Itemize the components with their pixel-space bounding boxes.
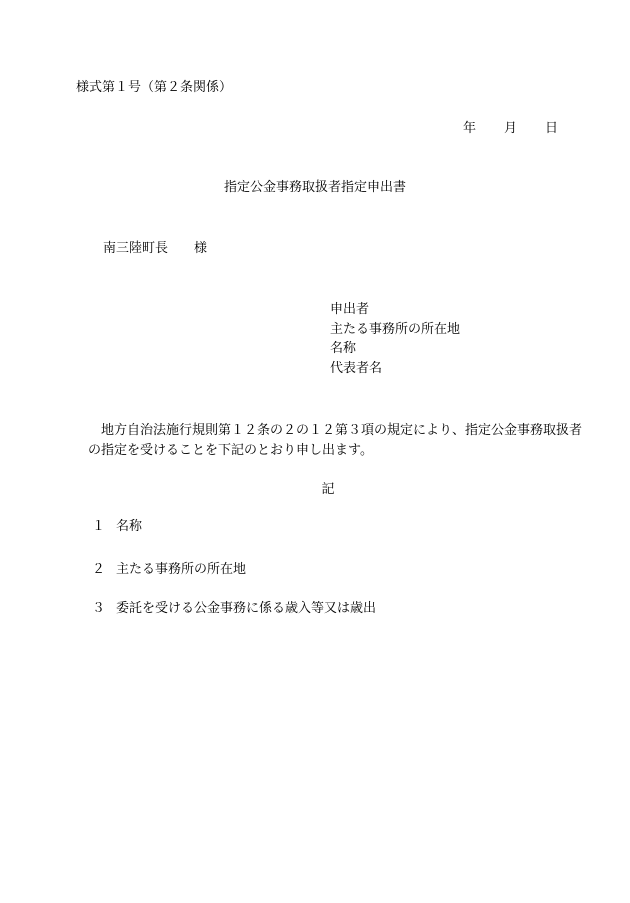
addressee-honorific: 様 [194, 241, 208, 256]
item-number: ３ [92, 601, 106, 616]
applicant-field-name: 名称 [330, 341, 357, 356]
date-line [463, 121, 558, 137]
item-label: 委託を受ける公金事務に係る歳入等又は歳出 [116, 601, 377, 616]
addressee [103, 241, 207, 257]
date-month-label: 月 [504, 121, 518, 136]
applicant-block [330, 300, 460, 378]
item-number: ２ [92, 562, 106, 577]
addressee-name: 南三陸町長 [103, 241, 169, 256]
ki-heading: 記 [321, 482, 335, 497]
list-item [92, 601, 376, 617]
form-number: 様式第１号（第２条関係） [76, 80, 233, 95]
list-item [92, 519, 142, 535]
date-year-label: 年 [463, 121, 477, 136]
item-label: 名称 [116, 519, 143, 534]
item-label: 主たる事務所の所在地 [116, 562, 247, 577]
date-day-label: 日 [545, 121, 559, 136]
applicant-field-representative: 代表者名 [330, 360, 383, 376]
list-item [92, 562, 246, 578]
body-paragraph: 地方自治法施行規則第１２条の２の１２第３項の規定により、指定公金事務取扱者の指定を受けることを下記のとおり申し出ます。 [88, 423, 583, 458]
applicant-field-address: 主たる事務所の所在地 [330, 321, 461, 337]
applicant-label: 申出者 [330, 302, 370, 317]
document-title: 指定公金事務取扱者指定申出書 [223, 180, 406, 195]
item-number: １ [92, 519, 106, 534]
